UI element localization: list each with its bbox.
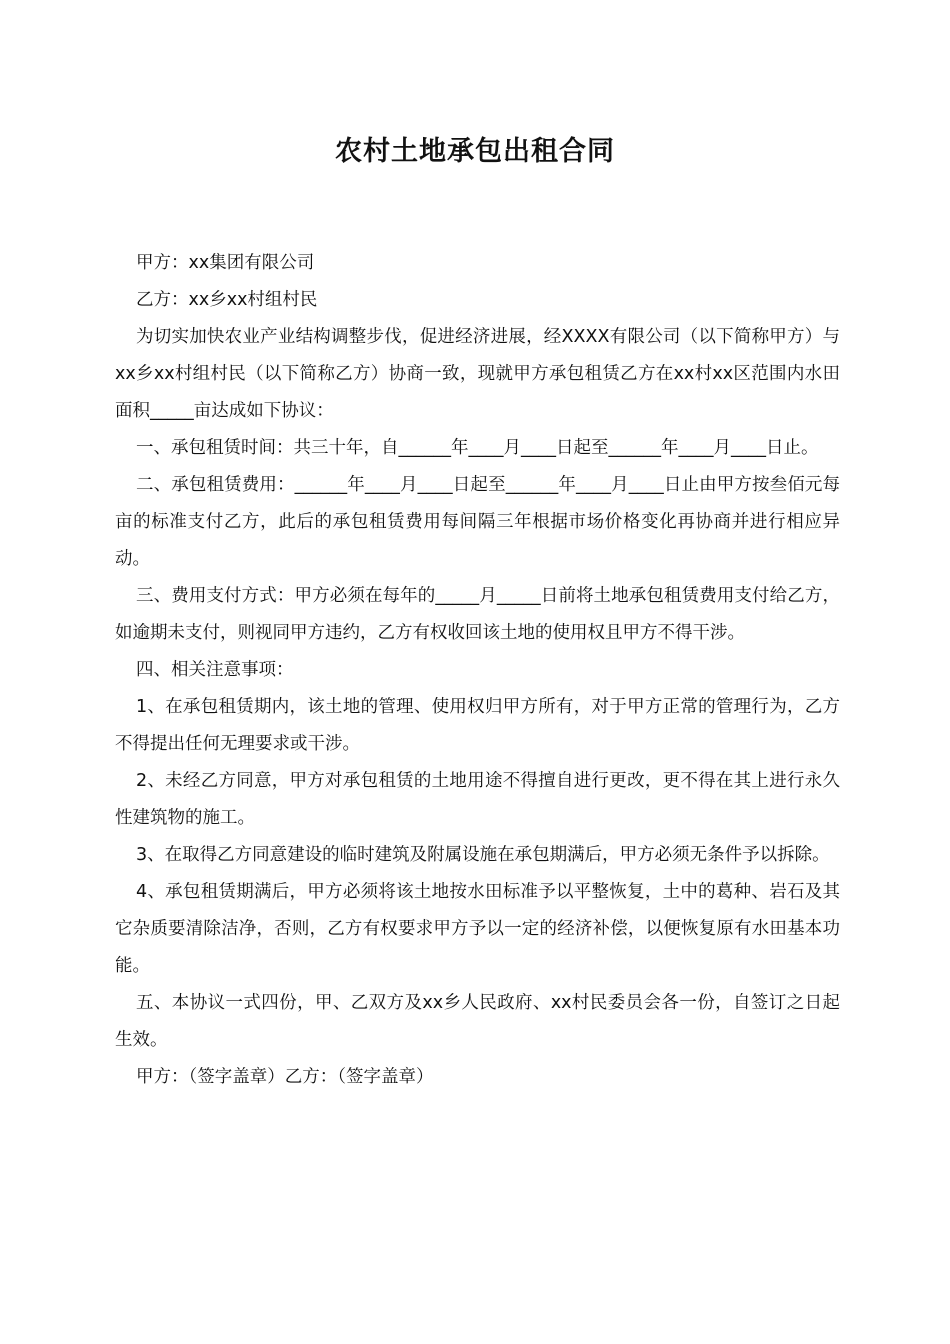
document-title: 农村土地承包出租合同 (335, 136, 615, 167)
clause-payment: 三、费用支付方式：甲方必须在每年的_____月_____日前将土地承包租赁费用支付给乙方，如逾期未支付，则视同甲方违约，乙方有权收回该土地的使用权且甲方不得干涉。 (115, 586, 840, 643)
clause-notes-heading: 四、相关注意事项： (136, 660, 294, 680)
document-body (115, 245, 840, 1096)
note-item-2: 2、未经乙方同意，甲方对承包租赁的土地用途不得擅自进行更改，更不得在其上进行永久性建筑物的施工。 (115, 771, 840, 828)
clause-term: 一、承包租赁时间：共三十年，自______年____月____日起至______年____月____日止。 (136, 438, 819, 458)
party-b-line: 乙方：xx乡xx村组村民 (136, 290, 318, 310)
signature-line: 甲方：（签字盖章）乙方：（签字盖章） (136, 1067, 434, 1087)
preamble-paragraph: 为切实加快农业产业结构调整步伐，促进经济进展，经XXXX有限公司（以下简称甲方）与xx乡xx村组村民（以下简称乙方）协商一致，现就甲方承包租赁乙方在xx村xx区范围内水田面积_____亩达成如下协议： (115, 327, 840, 421)
clause-copies: 五、本协议一式四份，甲、乙双方及xx乡人民政府、xx村民委员会各一份，自签订之日起生效。 (115, 993, 840, 1050)
clause-fee: 二、承包租赁费用：______年____月____日起至______年____月____日止由甲方按叁佰元每亩的标准支付乙方，此后的承包租赁费用每间隔三年根据市场价格变化再协商并进行相应异动。 (115, 475, 840, 569)
note-item-1: 1、在承包租赁期内，该土地的管理、使用权归甲方所有，对于甲方正常的管理行为，乙方不得提出任何无理要求或干涉。 (115, 697, 840, 754)
party-a-line: 甲方：xx集团有限公司 (136, 253, 315, 273)
note-item-3: 3、在取得乙方同意建设的临时建筑及附属设施在承包期满后，甲方必须无条件予以拆除。 (136, 845, 830, 865)
note-item-4: 4、承包租赁期满后，甲方必须将该土地按水田标准予以平整恢复，土中的葛种、岩石及其它杂质要清除洁净，否则，乙方有权要求甲方予以一定的经济补偿，以便恢复原有水田基本功能。 (115, 882, 840, 976)
